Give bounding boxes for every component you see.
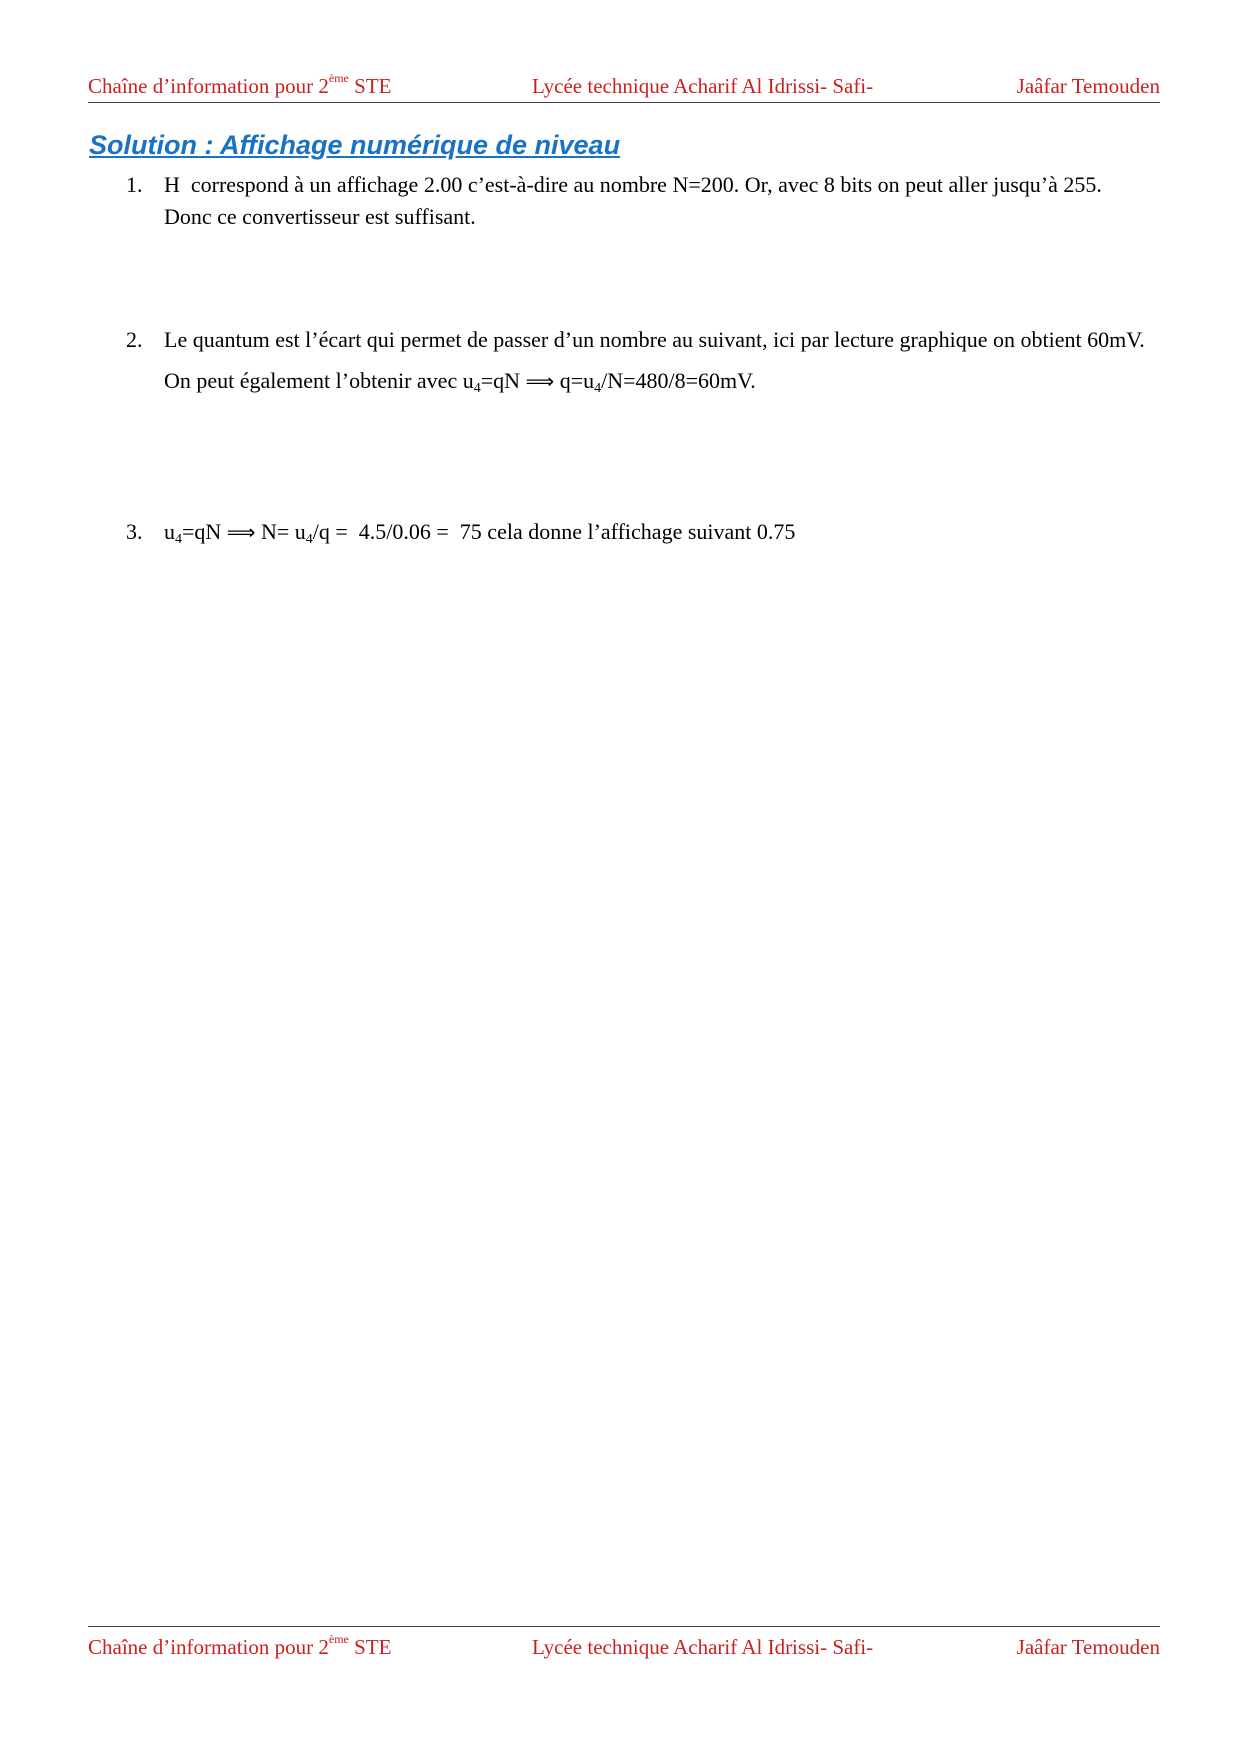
page-title: Solution : Affichage numérique de niveau	[89, 130, 621, 160]
footer-course-label	[88, 1632, 392, 1660]
solution-item-1	[126, 169, 1146, 233]
formula-part: =qN	[182, 519, 227, 544]
implies-arrow-icon: ⟹	[525, 369, 555, 393]
footer-school-name: Lycée technique Acharif Al Idrissi- Safi-	[532, 1635, 874, 1659]
item-number: 2.	[126, 327, 143, 352]
formula-part: u	[164, 519, 175, 544]
formula-subscript: 4	[473, 381, 481, 396]
header-author-name: Jaâfar Temouden	[1016, 74, 1160, 98]
formula-part: N= u	[255, 519, 306, 544]
formula-part: /N=480/8=60mV.	[601, 368, 756, 393]
header-course-text: Chaîne d’information pour 2	[88, 74, 329, 98]
page-header	[88, 72, 1160, 103]
formula-subscript: 4	[175, 532, 182, 547]
implies-arrow-icon: ⟹	[226, 520, 256, 544]
formula-subscript: 4	[594, 381, 602, 396]
item-text: H correspond à un affichage 2.00 c’est-à-dire au nombre N=200. Or, avec 8 bits on peut aller jusqu’à 255. Donc ce convertisseur est suffisant.	[164, 172, 1108, 229]
item-text: Le quantum est l’écart qui permet de passer d’un nombre au suivant, ici par lecture graphique on obtient 60mV.	[164, 327, 1145, 352]
header-school-name: Lycée technique Acharif Al Idrissi- Safi-	[532, 74, 874, 98]
page-footer	[88, 1626, 1160, 1657]
item-formula-line	[164, 365, 1146, 401]
item-formula-line	[164, 516, 1146, 552]
footer-course-text: Chaîne d’information pour 2	[88, 1635, 329, 1659]
header-course-suffix: STE	[348, 74, 392, 98]
formula-part: =qN	[480, 368, 526, 393]
header-course-label	[88, 71, 392, 99]
footer-course-ordinal: ème	[328, 1632, 349, 1646]
item-body	[164, 169, 1146, 233]
footer-course-suffix: STE	[348, 1635, 392, 1659]
item-number: 3.	[126, 519, 143, 544]
formula-part: q=u	[554, 368, 595, 393]
item-body	[164, 516, 1146, 552]
formula-part: /q = 4.5/0.06 = 75 cela donne l’affichage suivant 0.75	[312, 519, 796, 544]
item-number: 1.	[126, 172, 143, 197]
footer-author-name: Jaâfar Temouden	[1016, 1635, 1160, 1659]
header-course-ordinal: ème	[328, 71, 349, 85]
item-body	[164, 324, 1146, 401]
solution-item-2	[126, 324, 1146, 401]
solution-item-3	[126, 516, 1146, 552]
formula-part: On peut également l’obtenir avec u	[164, 368, 474, 393]
formula-subscript: 4	[305, 532, 313, 547]
